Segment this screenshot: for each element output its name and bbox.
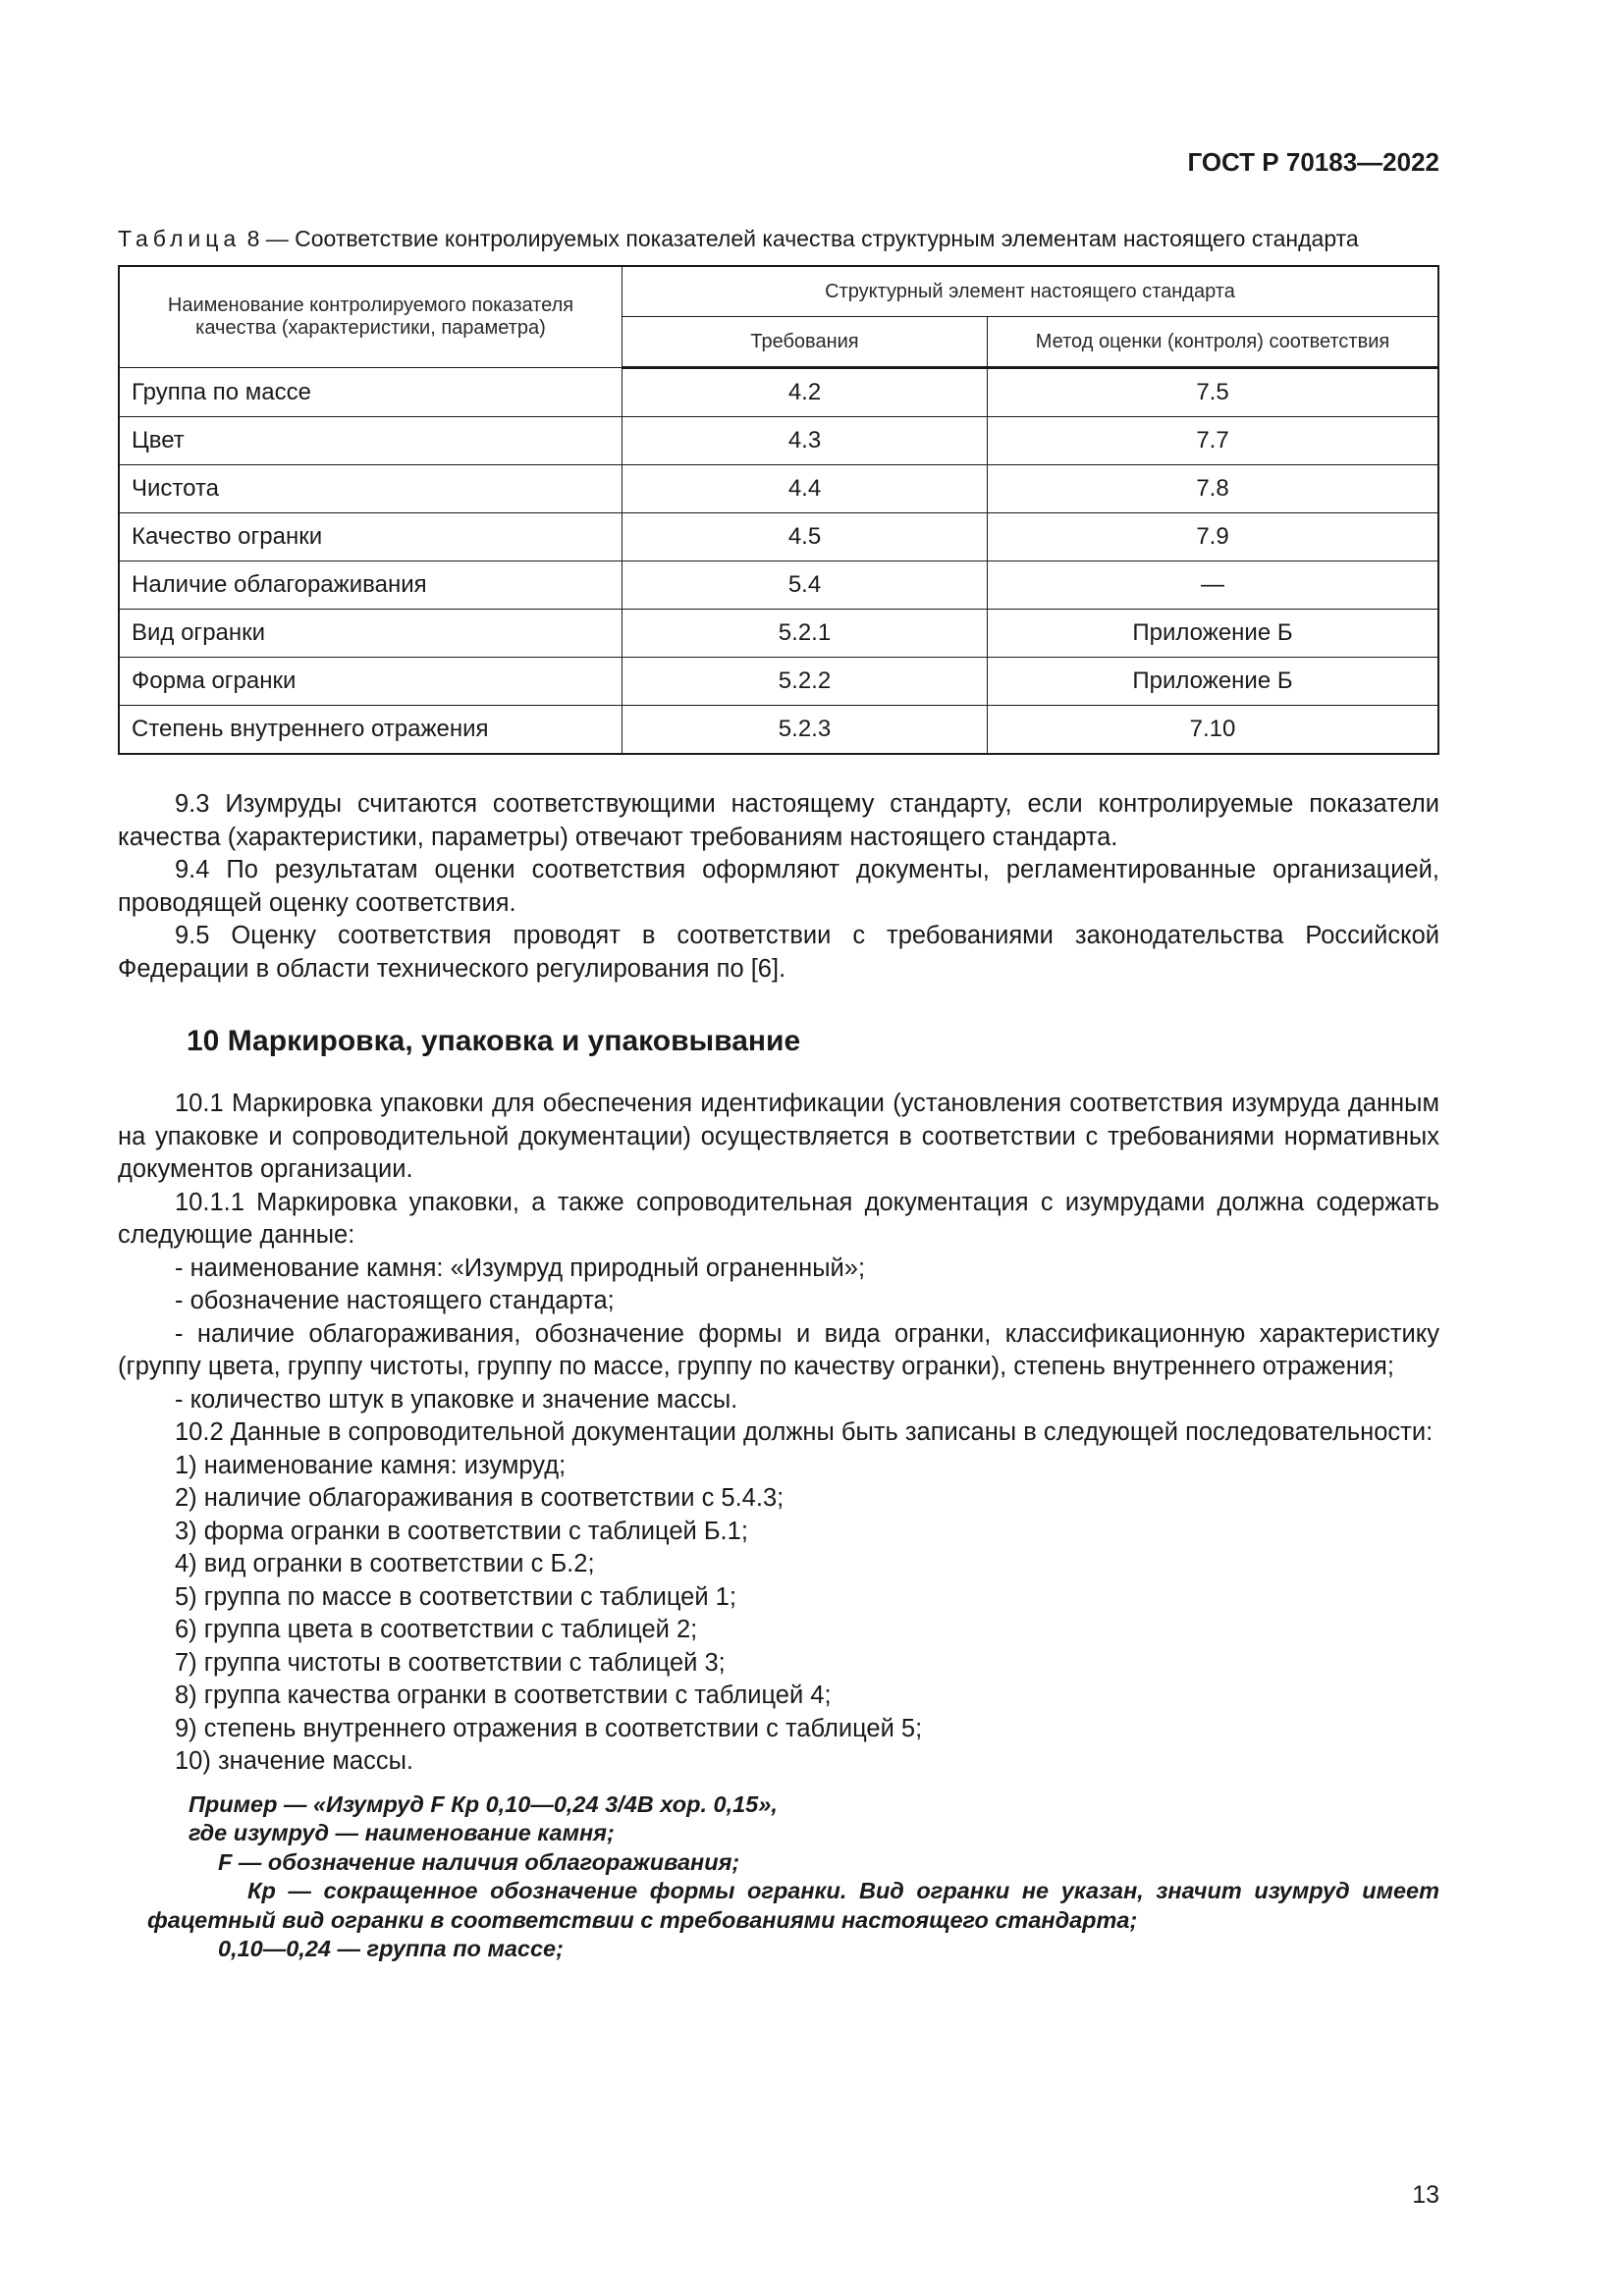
table-row: [119, 465, 1438, 513]
list-item: 8) группа качества огранки в соответствии с таблицей 4;: [175, 1682, 832, 1709]
cell-requirement: 4.2: [623, 368, 988, 417]
cell-requirement: 4.5: [623, 513, 988, 561]
paragraph-10-1: 10.1 Маркировка упаковки для обеспечения идентификации (установления соответствия изумруда данным на упаковке и сопроводительной документации) осуществляется в соответствии с требованиями нормативных документов организации.: [118, 1090, 1439, 1183]
cell-method: Приложение Б: [988, 610, 1439, 658]
cell-indicator: Цвет: [119, 417, 623, 465]
cell-method: —: [988, 561, 1439, 610]
table-row: [119, 368, 1438, 417]
list-item: 2) наличие облагораживания в соответствии с 5.4.3;: [175, 1484, 785, 1512]
cell-method: 7.8: [988, 465, 1439, 513]
page-content: [118, 224, 1439, 1964]
table-caption: [118, 224, 1439, 253]
table-row: [119, 658, 1438, 706]
cell-indicator: Форма огранки: [119, 658, 623, 706]
list-item: 5) группа по массе в соответствии с таблицей 1;: [175, 1582, 736, 1611]
cell-requirement: 5.4: [623, 561, 988, 610]
cell-method: 7.7: [988, 417, 1439, 465]
cell-method: Приложение Б: [988, 658, 1439, 706]
table-row: [119, 513, 1438, 561]
list-item: 9) степень внутреннего отражения в соответствии с таблицей 5;: [175, 1714, 923, 1742]
data-sequence-list: [118, 1450, 1439, 1779]
list-item: 3) форма огранки в соответствии с таблицей Б.1;: [175, 1517, 748, 1545]
example-line: Пример — «Изумруд F Кр 0,10—0,24 3/4В хор. 0,15»,: [189, 1790, 778, 1817]
dash-item: - наличие облагораживания, обозначение формы и вида огранки, классификационную характеристику (группу цвета, группу чистоты, группу по массе, группу по качеству огранки), степень внутреннего отражения;: [118, 1319, 1439, 1380]
list-item: 6) группа цвета в соответствии с таблицей 2;: [175, 1616, 698, 1643]
table-row: [119, 706, 1438, 755]
page-number: 13: [1412, 2181, 1439, 2209]
paragraph-10-1-1: 10.1.1 Маркировка упаковки, а также сопроводительная документация с изумрудами должна содержать следующие данные:: [118, 1188, 1439, 1249]
list-item: 10) значение массы.: [175, 1747, 414, 1775]
cell-method: 7.10: [988, 706, 1439, 755]
header-requirements: Требования: [623, 317, 988, 368]
paragraph-9-4: 9.4 По результатам оценки соответствия оформляют документы, регламентированные организацией, проводящей оценку соответствия.: [118, 856, 1439, 917]
table-caption-text: 8 — Соответствие контролируемых показателей качества структурным элементам настоящего стандарта: [241, 226, 1359, 251]
cell-indicator: Наличие облагораживания: [119, 561, 623, 610]
cell-indicator: Группа по массе: [119, 368, 623, 417]
example-line: Кр — сокращенное обозначение формы огранки. Вид огранки не указан, значит изумруд имеет фацетный вид огранки в соответствии с требованиями настоящего стандарта;: [147, 1878, 1439, 1933]
table-row: [119, 417, 1438, 465]
dash-item: - количество штук в упаковке и значение массы.: [175, 1385, 738, 1414]
example-line: F — обозначение наличия облагораживания;: [218, 1848, 740, 1875]
example-line: 0,10—0,24 — группа по массе;: [218, 1936, 564, 1961]
table-row: [119, 561, 1438, 610]
list-item: 7) группа чистоты в соответствии с таблицей 3;: [175, 1648, 726, 1677]
header-indicator-name: Наименование контролируемого показателя качества (характеристики, параметра): [119, 266, 623, 368]
document-number: ГОСТ Р 70183—2022: [1187, 147, 1439, 177]
cell-requirement: 5.2.2: [623, 658, 988, 706]
cell-requirement: 4.3: [623, 417, 988, 465]
cell-requirement: 5.2.3: [623, 706, 988, 755]
list-item: 1) наименование камня: изумруд;: [175, 1451, 567, 1479]
cell-requirement: 4.4: [623, 465, 988, 513]
example-line: где изумруд — наименование камня;: [189, 1820, 615, 1845]
cell-indicator: Вид огранки: [119, 610, 623, 658]
table-caption-label: Таблица: [118, 226, 242, 251]
list-item: 4) вид огранки в соответствии с Б.2;: [175, 1550, 595, 1577]
cell-indicator: Качество огранки: [119, 513, 623, 561]
cell-requirement: 5.2.1: [623, 610, 988, 658]
dash-item: - наименование камня: «Изумруд природный ограненный»;: [175, 1254, 866, 1282]
cell-method: 7.9: [988, 513, 1439, 561]
header-structural-element: Структурный элемент настоящего стандарта: [623, 266, 1439, 317]
header-method: Метод оценки (контроля) соответствия: [988, 317, 1439, 368]
paragraph-9-5: 9.5 Оценку соответствия проводят в соответствии с требованиями законодательства Российской Федерации в области технического регулирования по [6].: [118, 922, 1439, 983]
paragraph-9-3: 9.3 Изумруды считаются соответствующими настоящему стандарту, если контролируемые показатели качества (характеристики, параметры) отвечают требованиям настоящего стандарта.: [118, 790, 1439, 851]
cell-indicator: Чистота: [119, 465, 623, 513]
dash-item: - обозначение настоящего стандарта;: [175, 1287, 615, 1314]
table-row: [119, 610, 1438, 658]
conformity-table: [118, 265, 1439, 755]
cell-indicator: Степень внутреннего отражения: [119, 706, 623, 755]
cell-method: 7.5: [988, 368, 1439, 417]
section-10-title: 10 Маркировка, упаковка и упаковывание: [187, 1025, 801, 1057]
paragraph-10-2: 10.2 Данные в сопроводительной документации должны быть записаны в следующей последовательности:: [175, 1418, 1434, 1446]
